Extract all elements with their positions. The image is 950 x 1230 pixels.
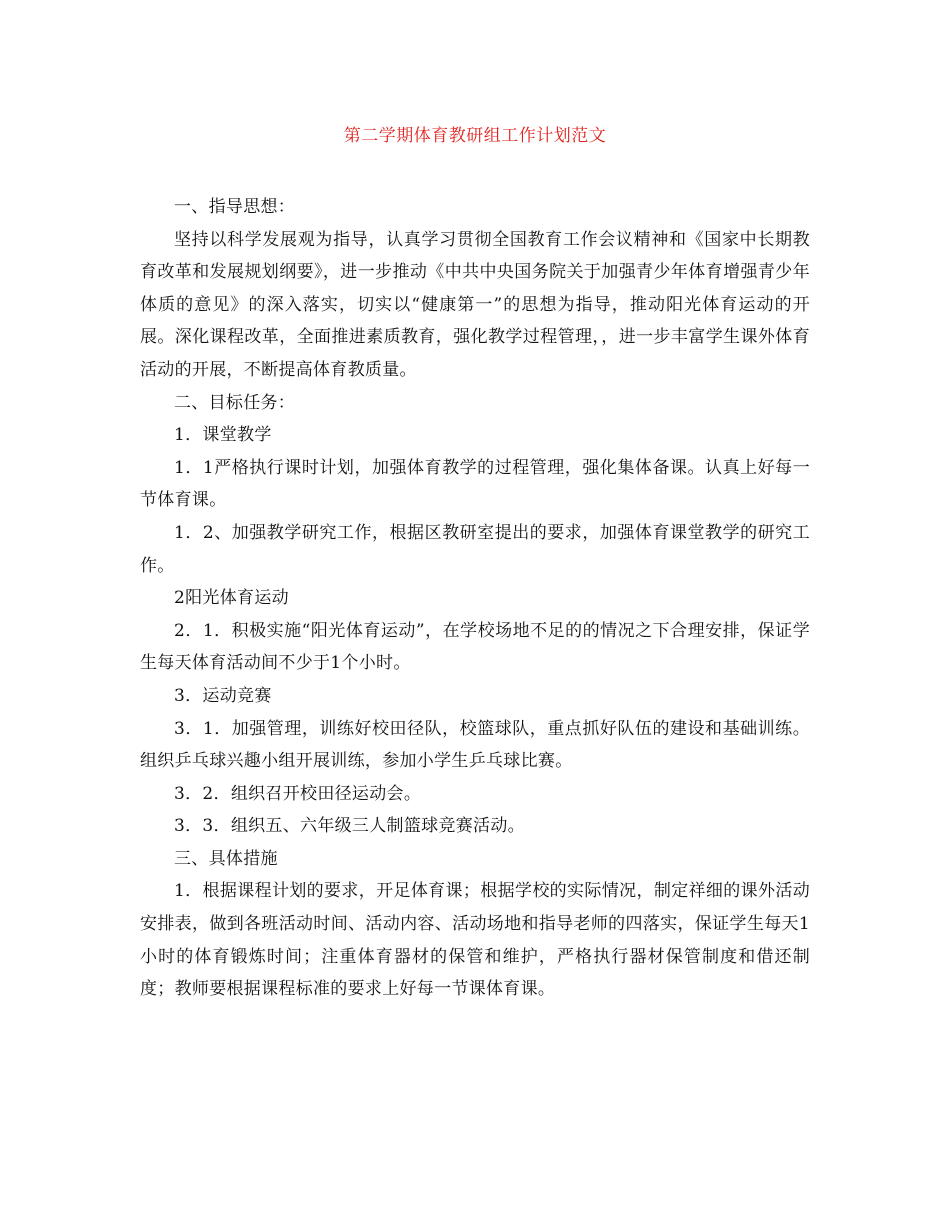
paragraph-guiding-ideology: 坚持以科学发展观为指导，认真学习贯彻全国教育工作会议精神和《国家中长期教育改革和发展规划纲要》，进一步推动《中共中央国务院关于加强青少年体育增强青少年体质的意见》的深入落实，切实以“健康第一”的思想为指导，推动阳光体育运动的开展。深化课程改革，全面推进素质教育，强化教学过程管理，，进一步丰富学生课外体育活动的开展，不断提高体育教质量。 (140, 229, 810, 380)
subheading-competitions: 3．运动竞赛 (174, 685, 272, 706)
paragraph-1-2: 1．2、加强教学研究工作，根据区教研室提出的要求，加强体育课堂教学的研究工作。 (140, 522, 810, 576)
paragraph-measures-1: 1．根据课程计划的要求，开足体育课；根据学校的实际情况，制定祥细的课外活动安排表，做到各班活动时间、活动内容、活动场地和指导老师的四落实，保证学生每天1小时的体育锻炼时间；注重体育器材的保管和维护，严格执行器材保管制度和借还制度；教师要根据课程标准的要求上好每一节课体育课。 (140, 881, 810, 1000)
heading-guiding-ideology: 一、指导思想： (174, 197, 296, 217)
document-title: 第二学期体育教研组工作计划范文 (343, 126, 607, 146)
paragraph-3-1: 3．1．加强管理，训练好校田径队，校篮球队，重点抓好队伍的建设和基础训练。组织乒乓球兴趣小组开展训练，参加小学生乒乓球比赛。 (140, 718, 810, 772)
document-body (140, 191, 810, 1006)
heading-measures: 三、具体措施 (174, 848, 278, 869)
subheading-classroom-teaching: 1．课堂教学 (174, 425, 272, 446)
paragraph-2-1: 2．1．积极实施“阳光体育运动”，在学校场地不足的的情况之下合理安排，保证学生每天体育活动间不少于1个小时。 (140, 620, 810, 674)
paragraph-3-3: 3．3．组织五、六年级三人制篮球竞赛活动。 (174, 816, 525, 837)
paragraph-1-1: 1．1严格执行课时计划，加强体育教学的过程管理，强化集体备课。认真上好每一节体育课。 (140, 457, 810, 511)
heading-goals: 二、目标任务： (174, 392, 296, 413)
subheading-sunshine-sports: 2阳光体育运动 (174, 588, 289, 609)
paragraph-3-2: 3．2．组织召开校田径运动会。 (174, 783, 422, 804)
